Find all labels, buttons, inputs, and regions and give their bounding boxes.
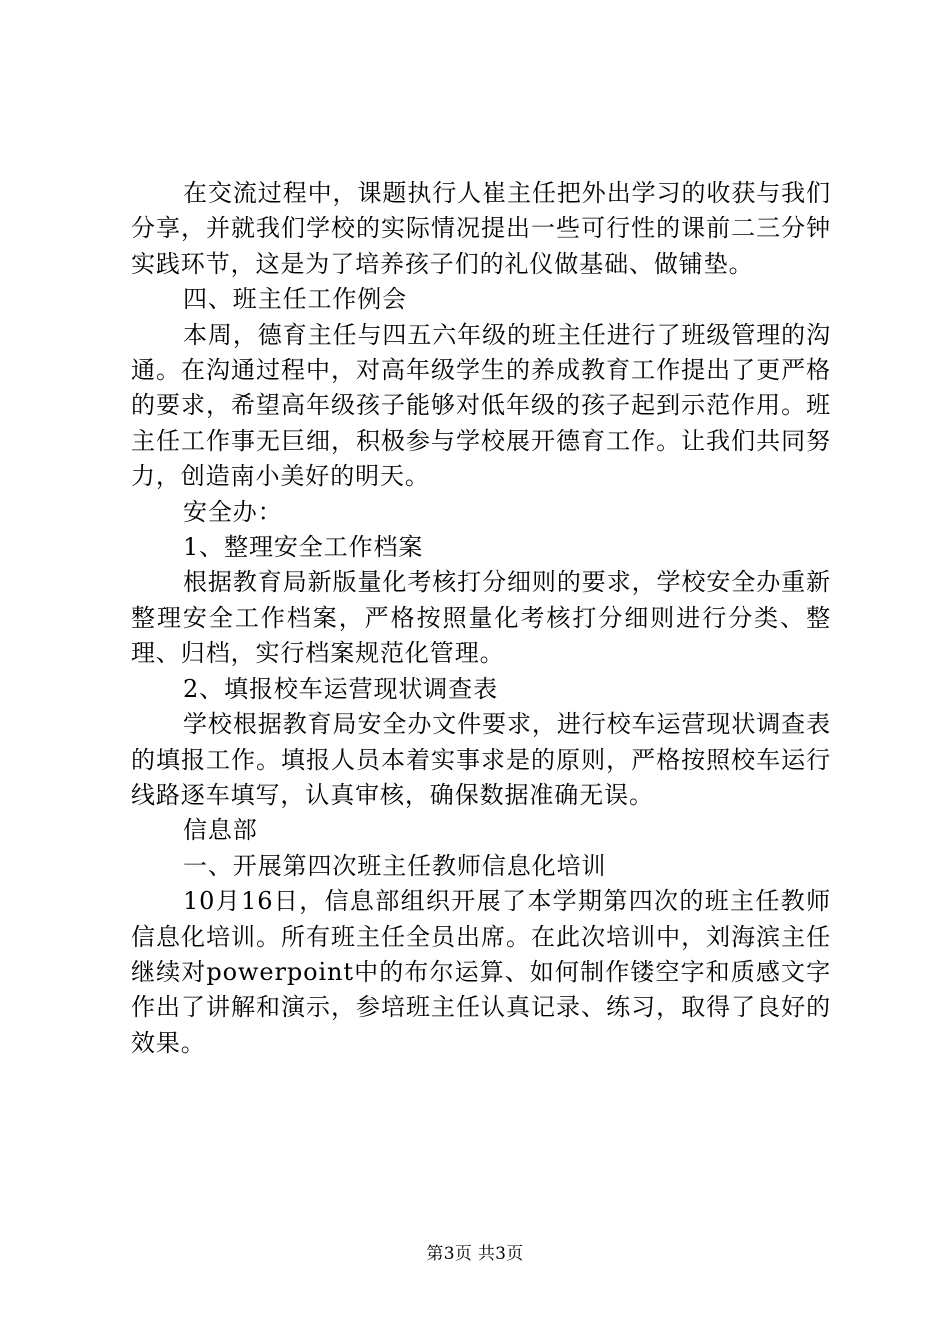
paragraph-exchange-process: 在交流过程中，课题执行人崔主任把外出学习的收获与我们分享，并就我们学校的实际情况提出一些可行性的课前二三分钟实践环节，这是为了培养孩子们的礼仪做基础、做铺垫。 <box>131 179 831 278</box>
heading-school-bus-survey: 2、填报校车运营现状调查表 <box>183 674 498 703</box>
page-number-footer: 第3页 共3页 <box>426 1244 524 1264</box>
paragraph-school-bus-survey: 学校根据教育局安全办文件要求，进行校车运营现状调查表的填报工作。填报人员本着实事求是的原则，严格按照校车运行线路逐车填写，认真审核，确保数据准确无误。 <box>131 710 831 809</box>
paragraph-it-training: 10月16日，信息部组织开展了本学期第四次的班主任教师信息化培训。所有班主任全员出席。在此次培训中，刘海滨主任继续对powerpoint中的布尔运算、如何制作镂空字和质感文字作出了讲解和演示，参培班主任认真记录、练习，取得了良好的效果。 <box>131 887 831 1057</box>
heading-safety-archive: 1、整理安全工作档案 <box>183 533 424 562</box>
heading-class-teacher-meeting: 四、班主任工作例会 <box>183 285 408 314</box>
heading-it-training: 一、开展第四次班主任教师信息化培训 <box>183 851 607 880</box>
paragraph-class-management: 本周，德育主任与四五六年级的班主任进行了班级管理的沟通。在沟通过程中，对高年级学生的养成教育工作提出了更严格的要求，希望高年级孩子能够对低年级的孩子起到示范作用。班主任工作事无巨细，积极参与学校展开德育工作。让我们共同努力，创造南小美好的明天。 <box>131 320 831 491</box>
heading-safety-office: 安全办： <box>183 497 283 526</box>
document-body <box>131 176 831 1061</box>
paragraph-safety-archive: 根据教育局新版量化考核打分细则的要求，学校安全办重新整理安全工作档案，严格按照量化考核打分细则进行分类、整理、归档，实行档案规范化管理。 <box>131 568 831 668</box>
heading-information-department: 信息部 <box>183 816 258 845</box>
